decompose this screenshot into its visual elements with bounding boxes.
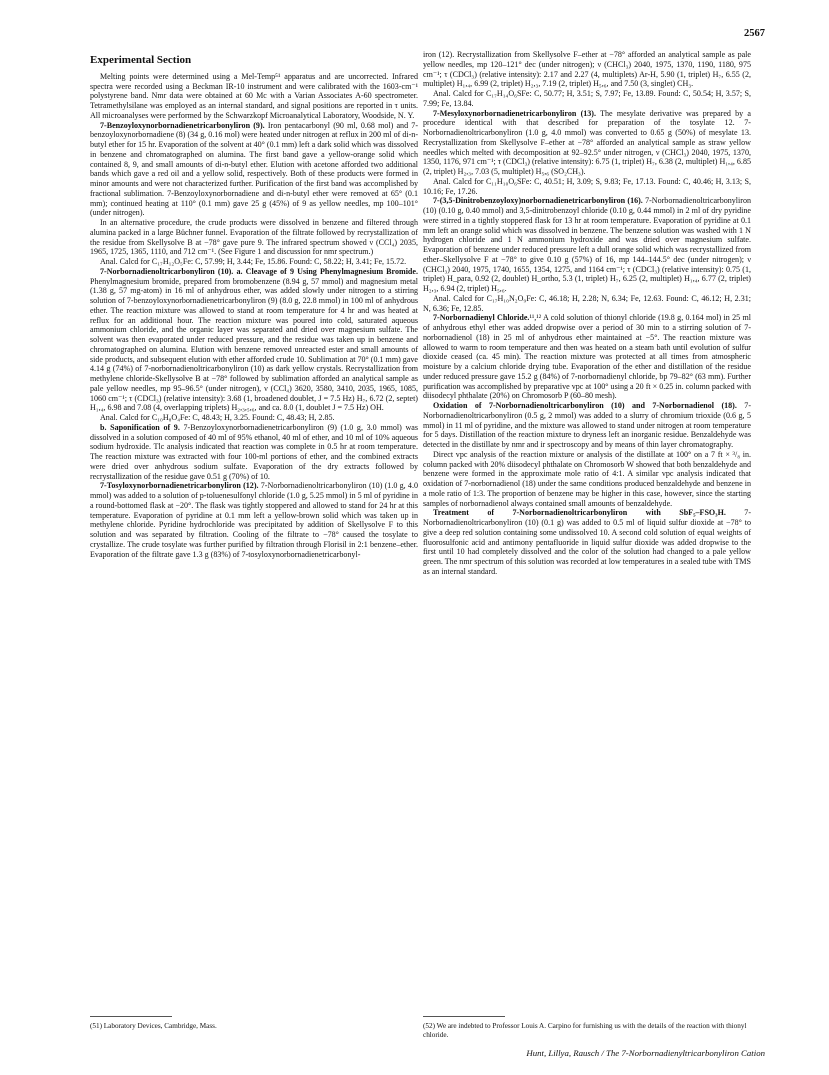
paragraph	[90, 72, 418, 121]
paragraph-heading: Oxidation of 7-Norbornadienoltricarbonyliron (10) and 7-Norbornadienol (18).	[433, 401, 737, 410]
paragraph-text: Anal. Calcd for C₁₇H₁₂O₅Fe: C, 57.99; H, 3.44; Fe, 15.86. Found: C, 58.22; H, 3.41; Fe, 15.72.	[100, 257, 407, 266]
paragraph-heading: 7-Benzoyloxynorbornadienetricarbonyliron (9).	[100, 120, 265, 130]
footnote-rule-left	[90, 1016, 172, 1017]
paragraph	[423, 196, 751, 294]
paragraph-heading: Treatment of 7-Norbornadienoltricarbonyliron with SbF₅–FSO₃H.	[433, 508, 726, 518]
paragraph-heading: 7-Norbornadienoltricarbonyliron (10). a. Cleavage of 9 Using Phenylmagnesium Bromide.	[100, 266, 418, 276]
paragraph-heading: 7-Mesyloxynorbornadienetricarbonyliron (13).	[433, 108, 596, 118]
paragraph-text: Phenylmagnesium bromide, prepared from bromobenzene (8.94 g, 57 mmol) and magnesium metal (1.38 g, 57 mg-atom) in 16 ml of anhydrous ether, was added slowly under nitrogen to a stirring solution of 7-benzoyloxynorbornadienetricarbonyliron (9) (8.0 g, 22.8 mmol) in 100 ml of anhydrous ether. The reaction mixture was allowed to stand at room temperature for 4 hr and was heated at reflux for an additional hour. The reaction mixture was poured into cold, saturated aqueous ammonium chloride, and the organic layer was separated and dried over magnesium sulfate. The solvent was then evaporated under reduced pressure, and the residue was taken up in benzene and chromatographed on alumina. Elution with benzene removed unreacted ester and small amounts of side products, and subsequent elution with ether afforded crude 10. Sublimation at 70° (0.1 mm) gave 4.14 g (74%) of 7-norbornadienoltricarbonyliron (10) as dark yellow crystals. Recrystallization from methylene chloride-Skellysolve B at −78° followed by sublimation afforded an analytical sample as pale yellow needles, mp 95–96.5° (under nitrogen), ν (CCl₄) 3620, 3580, 3410, 2035, 1965, 1085, 1060 cm⁻¹; τ (CDCl₃) (relative intensity): 3.68 (1, broadened doublet, J = 7.5 Hz) H₇, 6.72 (2, septet) H₁,₄, 6.98 and 7.08 (4, overlapping triplets) H₂,₃,₅,₆, and ca. 8.0 (1, doublet J = 7.5 Hz) OH.	[90, 276, 418, 413]
paragraph-heading: 7-(3,5-Dinitrobenzoyloxy)norbornadienetricarbonyliron (16).	[433, 196, 643, 206]
paragraph	[90, 423, 418, 482]
paragraph-text: ¹¹,¹² A cold solution of thionyl chloride (19.8 g, 0.164 mol) in 25 ml of anhydrous ethyl ether was added dropwise over a period of 30 min to a stirring solution of 7-norbornadienol (18) in 25 ml of anhydrous ether maintained at −5°. The reaction mixture was allowed to warm to room temperature and then was heated on a steam bath until evolution of sulfur dioxide ceased (ca. 45 min). The reaction mixture was protected at all times from atmospheric moisture by a calcium chloride drying tube. Evaporation of the ether and distillation of the residue under reduced pressure gave 15.2 g (84%) of 7-norbornadienyl chloride, bp 79–82° (63 mm). Further purification was accomplished by preparative vpc at 100° using a 20 ft × 0.25 in. column packed with diisodecyl phthalate (20%) on Chromosorb P (60–80 mesh).	[423, 313, 751, 401]
paragraph-text: Anal. Calcd for C₁₇H₁₀N₂O₉Fe: C, 46.18; H, 2.28; N, 6.34; Fe, 12.63. Found: C, 46.12; H, 2.31; N, 6.36; Fe, 12.85.	[423, 293, 751, 313]
paragraph	[423, 508, 751, 576]
paragraph	[423, 450, 751, 509]
paragraph	[90, 267, 418, 413]
paragraph-heading: b. Saponification of 9.	[100, 422, 180, 432]
paragraph	[423, 313, 751, 401]
paragraph	[90, 413, 418, 423]
paragraph	[90, 481, 418, 559]
paragraph-text: Anal. Calcd for C₁₁H₁₀O₆SFe: C, 40.51; H, 3.09; S, 9.83; Fe, 17.13. Found: C, 40.46; H, 3.13; S, 10.16; Fe, 17.26.	[423, 176, 751, 196]
paragraph-text: Melting points were determined using a Mel-Temp⁵¹ apparatus and are uncorrected. Infrared spectra were recorded using a Beckman IR-10 instrument and were calibrated with the 1603-cm⁻¹ polystyrene band. Nmr data were obtained at 60 Mc with a Varian Associates A-60 spectrometer. Tetramethylsilane was employed as an internal standard, and signal positions are reported in τ units. All microanalyses were performed by the Schwarzkopf Microanalytical Laboratory, Woodside, N. Y.	[90, 71, 418, 120]
paragraph-text: 7-Norbornadienoltricarbonyliron (10) (1.0 g, 4.0 mmol) was added to a solution of p-toluenesulfonyl chloride (1.0 g, 5.25 mmol) in 5 ml of pyridine in a round-bottomed flask at −20°. The flask was tightly stoppered and allowed to stand for 24 hr at this temperature. Evaporation of pyridine at 0.1 mm left a yellow-brown solid which was taken up in methylene chloride. Pyridine hydrochloride was precipitated by addition of Skellysolve F to this solution and was separated by filtration. Cooling of the filtrate to −78° caused the tosylate to crystallize. The crude tosylate was further purified by filtration through Florisil in 2:1 benzene–ether. Evaporation of the filtrate gave 1.3 g (83%) of 7-tosyloxynorbornadienetricarbonyl-	[90, 481, 418, 559]
right-column	[423, 50, 751, 577]
footnote-right: (52) We are indebted to Professor Louis A. Carpino for furnishing us with the details of the reaction with thionyl chloride.	[423, 1022, 747, 1039]
paragraph-text: The mesylate derivative was prepared by a procedure identical with that described for preparation of the tosylate 12. 7-Norbornadienoltricarbonyliron (1.0 g, 4.0 mmol) was converted to 0.65 g (50%) of mesylate 13. Recrystallization from Skellysolve F–ether at −78° afforded an analytical sample as straw yellow needles which melted with decomposition at 92–92.5° under nitrogen, ν (CHCl₃) 2040, 1975, 1370, 1350, 1176, 971 cm⁻¹; τ (CDCl₃) (relative intensity): 6.75 (1, triplet) H₇, 6.38 (2, multiplet) H₁,₄, 6.85 (2, triplet) H₂,₃, 7.03 (5, multiplet) H₅,₆ (SO₂CH₃).	[423, 108, 752, 176]
running-footer: Hunt, Lillya, Rausch / The 7-Norbornadienyltricarbonyliron Cation	[526, 1048, 765, 1058]
section-title: Experimental Section	[90, 54, 192, 66]
footnote-left: (51) Laboratory Devices, Cambridge, Mass.	[90, 1022, 217, 1030]
paragraph	[423, 50, 751, 89]
paragraph-text: 7-Norbornadienoltricarbonyliron (0.5 g, 2 mmol) was added to a slurry of chromium trioxide (0.6 g, 5 mmol) in 11 ml of pyridine, and the mixture was allowed to stand under nitrogen at room temperature for 5 days. Distillation of the reaction mixture to dryness left an inorganic residue. Benzaldehyde was detected in the distillate by nmr and ir spectroscopy and by means of thin layer chromatography.	[423, 401, 751, 449]
paragraph	[423, 294, 751, 314]
paragraph-text: Iron pentacarbonyl (90 ml, 0.68 mol) and 7-benzoyloxynorbornadiene (8) (34 g, 0.16 mol) were heated under nitrogen at reflux in 200 ml of di-n-butyl ether for 15 hr. Evaporation of the solvent at 40° (0.1 mm) left a dark solid which was dissolved in benzene and chromatographed on alumina. The first band gave a yellow-orange solid which contained 8, 9, and small amounts of di-n-butyl ether. Elution with acetone afforded two additional bands which gave a red oil and a yellow solid, respectively. Both of these products were formed in minor amounts and were not characterized further. Purification of the first band was accomplished by fractional sublimation. 7-Benzoyloxynorbornadiene and di-n-butyl ether were removed at 65° (0.1 mm); continued heating at 110° (0.1 mm) gave 25 g (45%) of 9 as yellow needles, mp 100–101° (under nitrogen).	[90, 120, 418, 218]
paragraph	[90, 218, 418, 257]
paragraph	[423, 89, 751, 109]
paragraph	[423, 177, 751, 197]
paragraph	[90, 121, 418, 219]
paragraph-text: Anal. Calcd for C₁₀H₈O₄Fe: C, 48.43; H, 3.25. Found: C, 48.43; H, 2.85.	[100, 413, 335, 422]
paragraph	[90, 257, 418, 267]
paragraph-text: Anal. Calcd for C₁₇H₁₄O₆SFe: C, 50.77; H, 3.51; S, 7.97; Fe, 13.89. Found: C, 50.54; H, 3.57; S, 7.99; Fe, 13.84.	[423, 89, 751, 108]
paragraph-text: In an alternative procedure, the crude products were dissolved in benzene and filtered through alumina packed in a large Büchner funnel. Evaporation of the filtrate followed by recrystallization of the residue from Skellysolve B at −78° gave pure 9. The infrared spectrum showed ν (CCl₄) 2035, 1965, 1725, 1365, 1110, and 712 cm⁻¹. (See Figure 1 and discussion for nmr spectrum.)	[90, 218, 418, 257]
paragraph-text: 7-Norbornadienoltricarbonyliron (10) (0.10 g, 0.40 mmol) and 3,5-dinitrobenzoyl chloride (0.10 g, 0.44 mmol) in 2 ml of dry pyridine were stirred in a tightly stoppered flask for 13 hr at room temperature. Evaporation of pyridine at 0.1 mm left an orange solid which was dissolved in benzene. The benzene solution was washed with 1 N hydrogen chloride and 1 N ammonium hydroxide and was dried over magnesium sulfate. Evaporation of benzene under reduced pressure left a dull orange solid which was recrystallized from ether–Skellysolve F at −78° to give 0.10 g (57%) of 16, mp 144–144.5° dec (under nitrogen); ν (CHCl₃) 2040, 1975, 1740, 1655, 1354, 1275, and 1164 cm⁻¹; τ (CDCl₃) (relative intensity): 0.75 (1, triplet) H_para, 0.92 (2, doublet) H_ortho, 5.3 (1, triplet) H₇, 6.25 (2, multiplet) H₁,₄, 6.77 (2, triplet) H₂,₃, 6.94 (2, triplet) H₅,₆.	[423, 196, 751, 293]
paragraph	[423, 401, 751, 450]
paragraph-text: 7-Benzoyloxynorbornadienetricarbonyliron (9) (1.0 g, 3.0 mmol) was dissolved in a solution composed of 40 ml of 95% ethanol, 40 ml of ether, and 10 ml of 10% aqueous sodium hydroxide. Tlc analysis indicated that reaction was complete in 0.5 hr at room temperature. The reaction mixture was extracted with four 100-ml portions of ether, and the combined extracts were dried over anhydrous sodium sulfate. Evaporation of the dry extracts followed by recrystallization of the residue gave 0.51 g (70%) of 10.	[90, 422, 418, 481]
footnote-rule-right	[423, 1016, 505, 1017]
paragraph-text: iron (12). Recrystallization from Skellysolve F–ether at −78° afforded an analytical sample as pale yellow needles, mp 120–121° dec (under nitrogen); ν (CHCl₃) 2040, 1975, 1370, 1190, 1180, 975 cm⁻¹; τ (CDCl₃) (relative intensity): 2.17 and 2.27 (4, multiplets) Ar-H, 5.90 (1, triplet) H₇, 6.55 (2, multiplet) H₁,₄, 6.99 (2, triplet) H₂,₃, 7.19 (2, triplet) H₅,₆, and 7.50 (3, singlet) CH₃.	[423, 50, 751, 89]
paragraph	[423, 109, 751, 177]
left-column	[90, 50, 418, 559]
page-number: 2567	[744, 28, 765, 39]
paragraph-text: 7-Norbornadienoltricarbonyliron (10) (0.1 g) was added to 0.5 ml of liquid sulfur dioxide at −78° to give a deep red solution containing some undissolved 10. A second cold solution of equal weights of fluorosulfonic acid and antimony pentafluoride in liquid sulfur dioxide was added dropwise to the first until 10 had completely dissolved and the color of the solution had changed to a pale yellow green. The nmr spectrum of this solution was recorded at low temperatures in a sealed tube with TMS as an internal standard.	[423, 508, 751, 576]
paragraph-heading: 7-Norbornadienyl Chloride.	[433, 313, 530, 323]
paragraph-heading: 7-Tosyloxynorbornadienetricarbonyliron (12).	[100, 481, 259, 491]
paragraph-text: Direct vpc analysis of the reaction mixture or analysis of the distillate at 100° on a 7 ft × ³/₈ in. column packed with 20% diisodecyl phthalate on Chromosorb W showed that both benzaldehyde and benzene were formed in the approximate mole ratio of 4:1. A similar vpc analysis indicated that oxidation of 7-norbornadienol (18) under the same conditions produced benzaldehyde and benzene in a mole ratio of 1:3. The proportion of benzene may be higher in this case, however, since the starting samples of norbornadienol always contained small amounts of benzaldehyde.	[423, 449, 751, 508]
